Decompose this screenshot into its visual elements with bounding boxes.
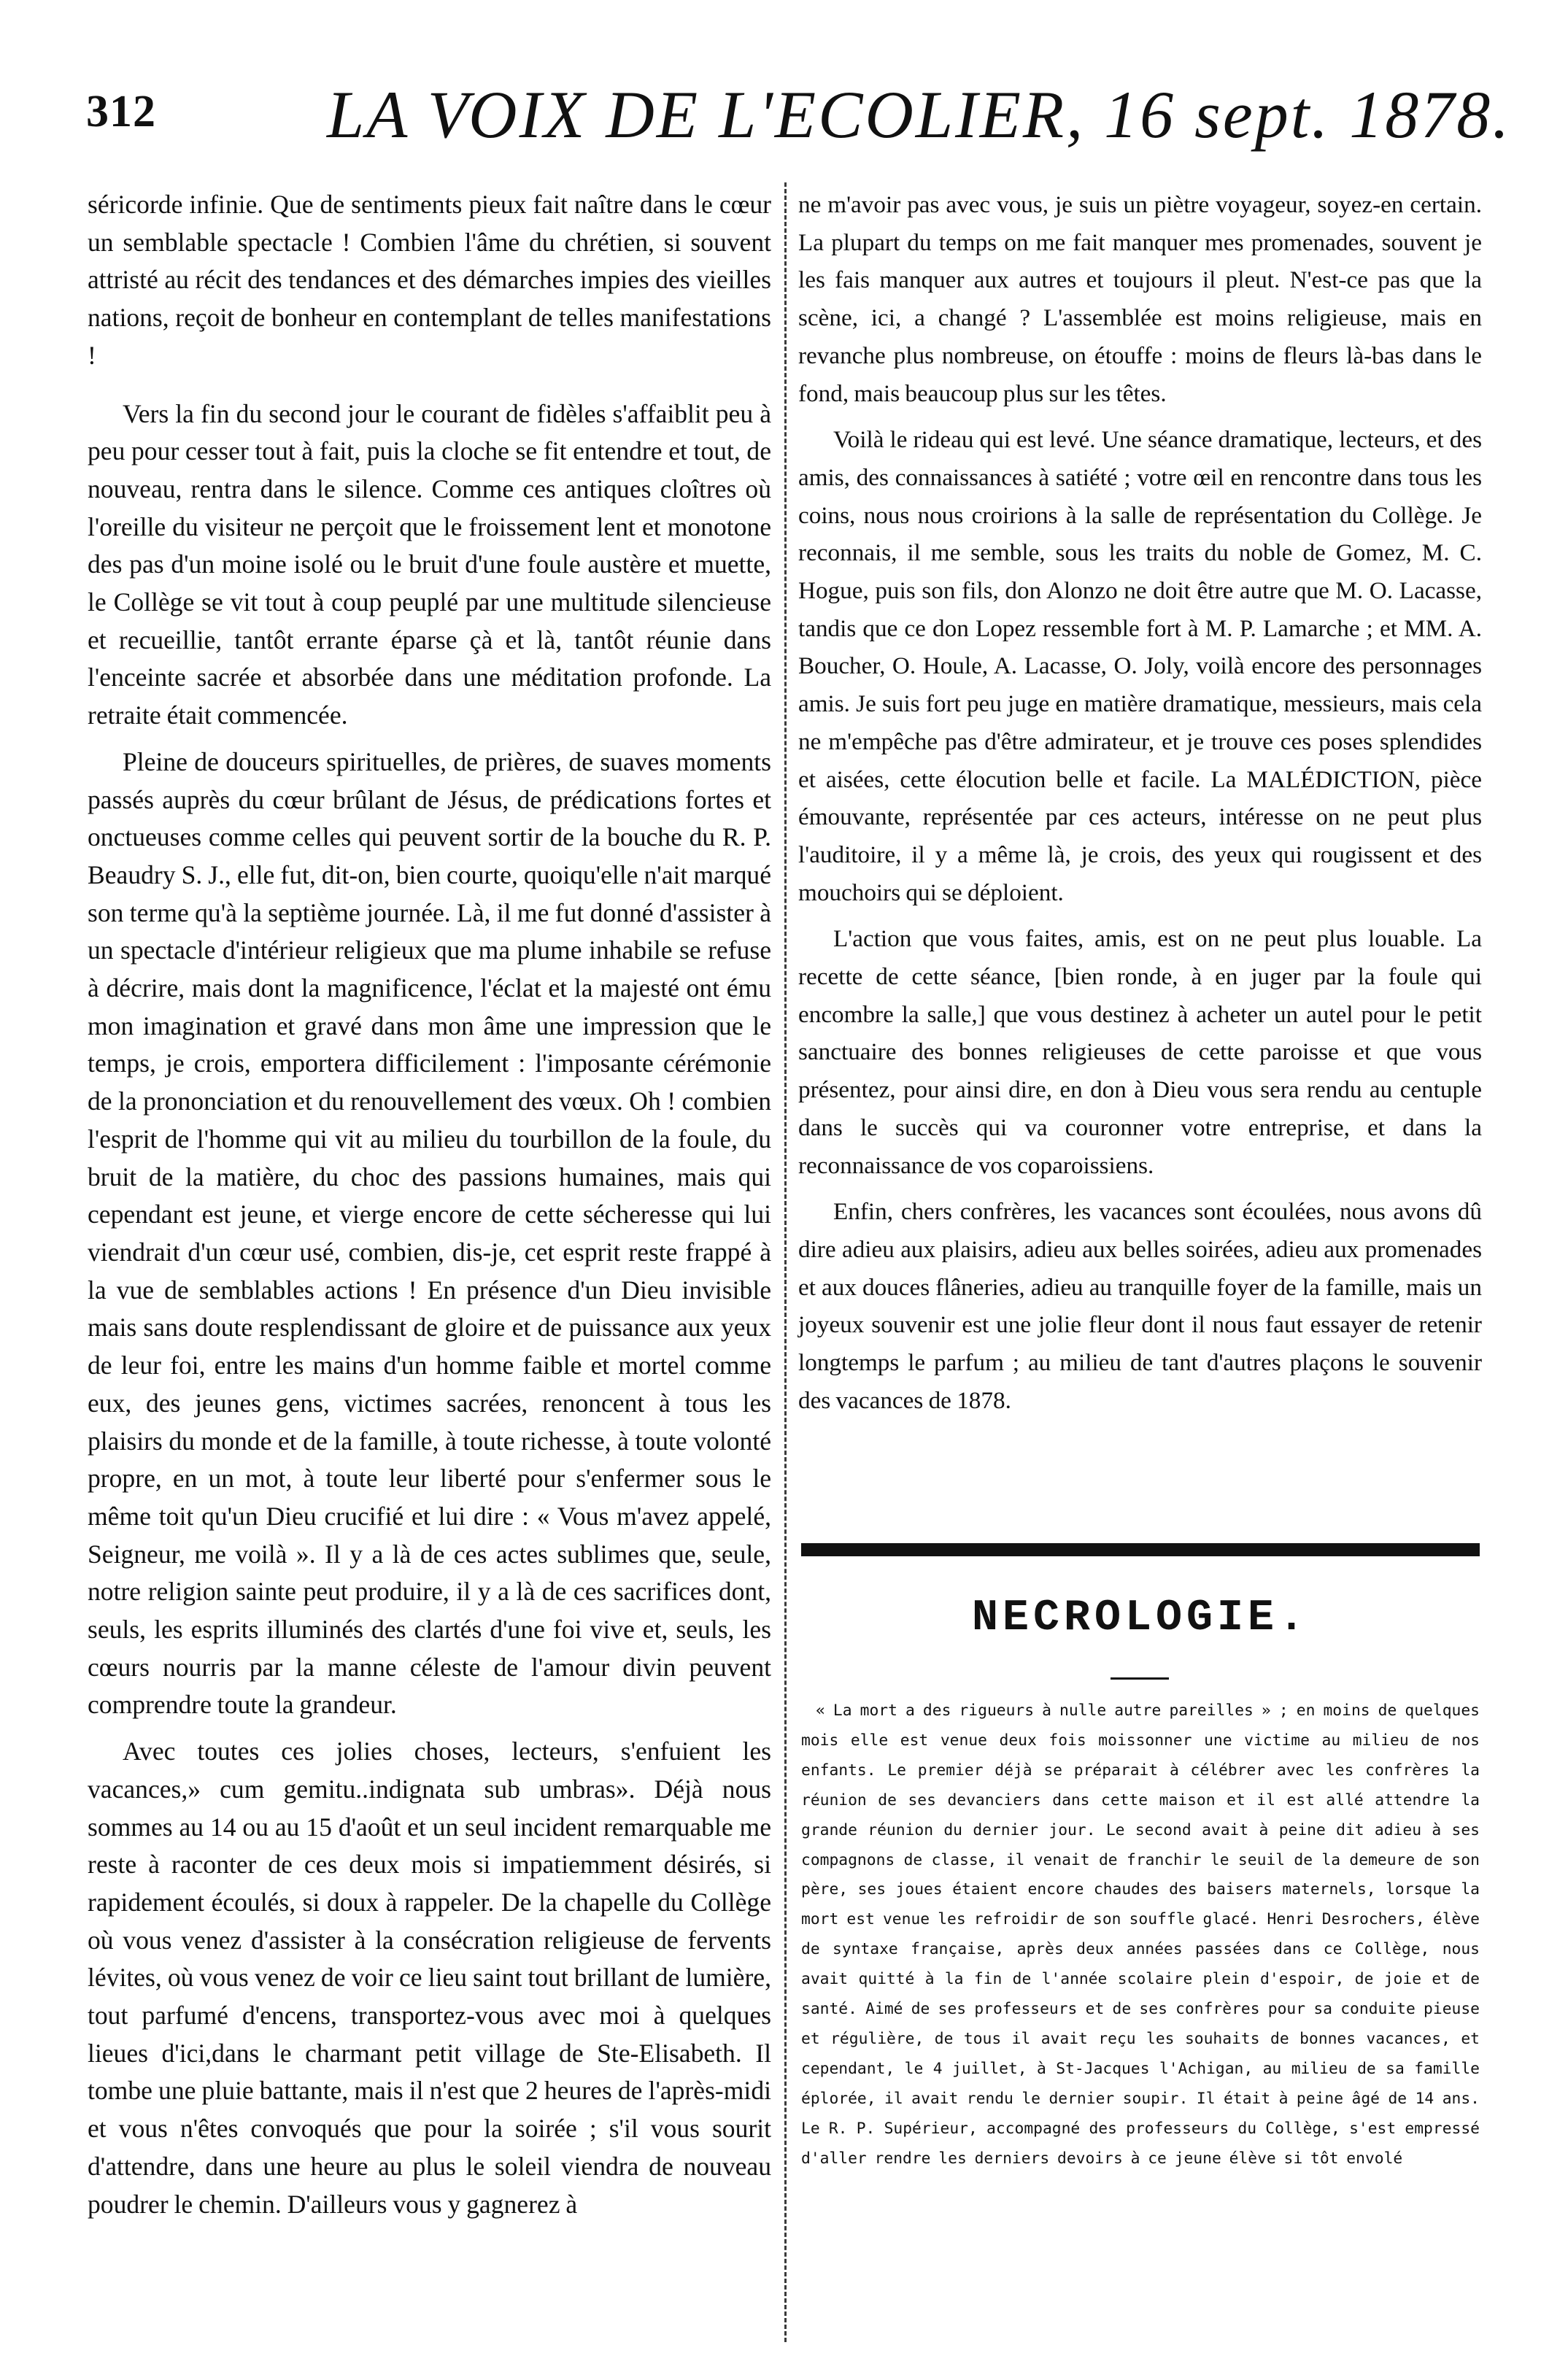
necrology-body: [801, 1696, 1480, 2174]
running-title: LA VOIX DE L'ECOLIER, 16 sept. 1878.: [327, 77, 1512, 152]
section-heading: NECROLOGIE.: [971, 1594, 1310, 1643]
paragraph: L'action que vous faites, amis, est on ne peut plus louable. La recette de cette séance, [bien ronde, à en juger par la foule qui encombre la salle,] que vous destinez à acheter un autel pour le petit sanctuaire des bonnes religieuses de cette paroisse et que vous présentez, pour ainsi dire, en don à Dieu vous sera rendu au centuple dans le succès qui va couronner votre entreprise, et dans la reconnaissance de vos coparoissiens.: [798, 925, 1482, 1179]
heading-rule: [1111, 1677, 1169, 1680]
paragraph: Pleine de douceurs spirituelles, de prières, de suaves moments passés auprès du cœur brûlant de Jésus, de prédications fortes et onctueuses comme celles qui peuvent sortir de la bouche du R. P. Beaudry S. J., elle fut, dit-on, bien courte, quoiqu'elle n'ait marqué son terme qu'à la septième journée. Là, il me fut donné d'assister à un spectacle d'intérieur religieux que ma plume inhabile se refuse à décrire, mais dont la magnificence, l'éclat et la majesté ont ému mon imagination et gravé dans mon âme une impression que le temps, je crois, emportera difficilement : l'imposante cérémonie de la prononciation et du renouvellement des vœux. Oh ! combien l'esprit de l'homme qui vit au milieu du tourbillon de la foule, du bruit de la matière, du choc des passions humaines, mais qui cependant est jeune, et vierge encore de cette sécheresse qui lui viendrait d'un cœur usé, combien, dis-je, cet esprit reste frappé à la vue de semblables actions ! En présence d'un Dieu invisible mais sans doute resplendissant de gloire et de puissance aux yeux de leur foi, entre les mains d'un homme faible et mortel comme eux, des jeunes gens, victimes sacrées, renoncent à tous les plaisirs du monde et de la famille, à toute richesse, à toute volonté propre, en un mot, à toute leur liberté pour s'enfermer sous le même toit qu'un Dieu crucifié et lui dire : « Vous m'avez appelé, Seigneur, me voilà ». Il y a là de ces actes sublimes que, seule, notre religion sainte peut produire, il y a là de ces sacrifices dont, seuls, les esprits illuminés des clartés d'une foi vive et, seuls, les cœurs nourris par la manne céleste de l'amour divin peuvent comprendre toute la grandeur.: [88, 746, 771, 1720]
paragraph: Enfin, chers confrères, les vacances sont écoulées, nous avons dû dire adieu aux plaisirs, adieu aux belles soirées, adieu aux promenades et aux douces flâneries, adieu au tranquille foyer de la famille, mais un joyeux souvenir est une jolie fleur dont il nous faut essayer de retenir longtemps le parfum ; au milieu de tant d'autres plaçons le souvenir des vacances de 1878.: [798, 1198, 1482, 1414]
paragraph: séricorde infinie. Que de sentiments pieux fait naître dans le cœur un semblable spectacle ! Combien l'âme du chrétien, si souvent attristé au récit des tendances et des démarches impies des vieilles nations, reçoit de bonheur en contemplant de telles manifestations !: [88, 190, 771, 370]
section-divider: [801, 1543, 1480, 1556]
paragraph: « La mort a des rigueurs à nulle autre pareilles » ; en moins de quelques mois elle est venue deux fois moissonner une victime au milieu de nos enfants. Le premier déjà se préparait à célébrer avec les confrères la réunion de ses devanciers dans cette maison et il est allé attendre la grande réunion du dernier jour. Le second avait à peine dit adieu à ses compagnons de classe, il venait de franchir le seuil de la demeure de son père, ses joues étaient encore chaudes des baisers maternels, lorsque la mort est venue les refroidir de son souffle glacé. Henri Desrochers, élève de syntaxe française, après deux années passées dans ce Collège, nous avait quitté à la fin de l'année scolaire plein d'espoir, de joie et de santé. Aimé de ses professeurs et de ses confrères pour sa conduite pieuse et régulière, de tous il avait reçu les souhaits de bonnes vacances, et cependant, le 4 juillet, à St-Jacques l'Achigan, au milieu de sa famille éplorée, il avait rendu le dernier soupir. Il était à peine âgé de 14 ans. Le R. P. Supérieur, accompagné des professeurs du Collège, s'est empressé d'aller rendre les derniers devoirs à ce jeune élève si tôt envolé: [801, 1701, 1480, 2168]
page-header: [86, 77, 1512, 196]
paragraph: ne m'avoir pas avec vous, je suis un piètre voyageur, soyez-en certain. La plupart du temps on me fait manquer mes promenades, souvent je les fais manquer aux autres et toujours il pleut. N'est-ce pas que la scène, ici, a changé ? L'assemblée est moins religieuse, mais en revanche plus nombreuse, on étouffe : moins de fleurs là-bas dans le fond, mais beaucoup plus sur les têtes.: [798, 191, 1482, 407]
column-divider: [784, 182, 787, 2342]
paragraph: Vers la fin du second jour le courant de fidèles s'affaiblit peu à peu pour cesser tout à fait, puis la cloche se fit entendre et tout, de nouveau, rentra dans le silence. Comme ces antiques cloîtres où l'oreille du visiteur ne perçoit que le froissement lent et monotone des pas d'un moine isolé ou le bruit d'une foule austère et muette, le Collège se vit tout à coup peuplé par une multitude silencieuse et recueillie, tantôt errante éparse çà et là, tantôt réunie dans l'enceinte sacrée et absorbée dans une méditation profonde. La retraite était commencée.: [88, 398, 771, 730]
right-column: [798, 186, 1482, 1429]
paragraph: Avec toutes ces jolies choses, lecteurs, s'enfuient les vacances,» cum gemitu..indignata sub umbras». Déjà nous sommes au 14 ou au 15 d'août et un seul incident remarquable me reste à raconter de ces deux mois si impatiemment désirés, si rapidement écoulés, si doux à rappeler. De la chapelle du Collège où vous venez d'assister à la consécration religieuse de fervents lévites, où vous venez de voir ce lieu saint tout brillant de lumière, tout parfumé d'encens, transportez-vous avec moi à quelques lieues d'ici,dans le charmant petit village de Ste-Elisabeth. Il tombe une pluie battante, mais il n'est que 2 heures de l'après-midi et vous n'êtes convoqués que pour la soirée ; s'il vous sourit d'attendre, dans une heure au plus le soleil viendra de nouveau poudrer le chemin. D'ailleurs vous y gagnerez à: [88, 1737, 771, 2219]
page-number: 312: [86, 87, 156, 136]
left-column: [88, 186, 771, 2232]
paragraph: Voilà le rideau qui est levé. Une séance dramatique, lecteurs, et des amis, des connaissances à satiété ; votre œil en rencontre dans tous les coins, nous nous croirions à la salle de représentation du Collège. Je reconnais, il me semble, sous les traits du noble de Gomez, M. C. Hogue, puis son fils, don Alonzo ne doit être autre que M. O. Lacasse, tandis que ce don Lopez ressemble fort à M. P. Lamarche ; et MM. A. Boucher, O. Houle, A. Lacasse, O. Joly, voilà encore des personnages amis. Je suis fort peu juge en matière dramatique, messieurs, mais cela ne m'empêche pas d'être admirateur, et je trouve ces poses splendides et aisées, cette élocution belle et facile. La MALÉDICTION, pièce émouvante, représentée par ces acteurs, intéresse on ne peut plus l'auditoire, il y a même là, je crois, des yeux qui rougissent et des mouchoirs qui se déploient.: [798, 426, 1482, 906]
